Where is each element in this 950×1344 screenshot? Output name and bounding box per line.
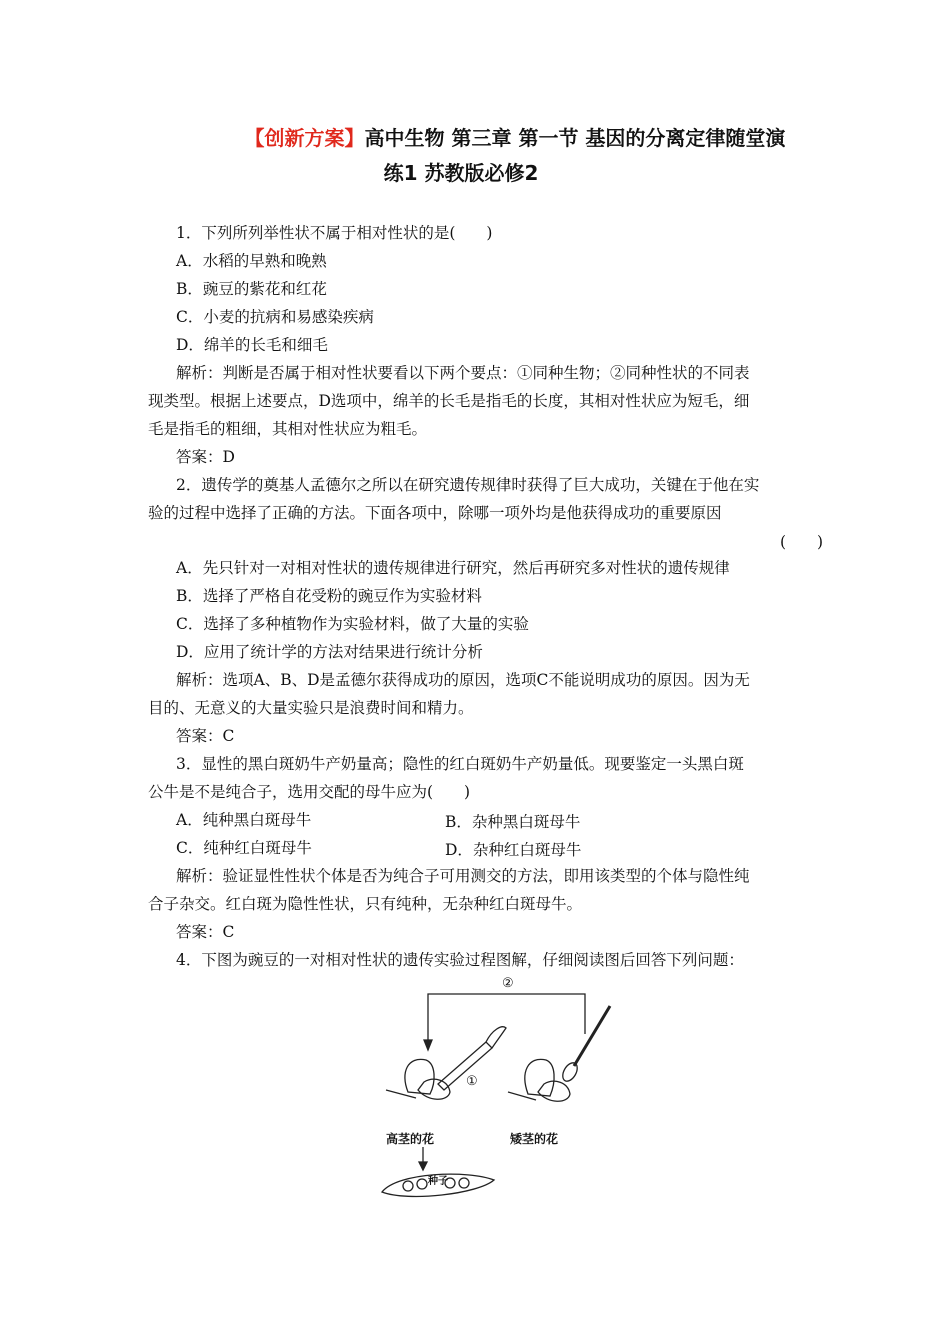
arrow-down-icon: [424, 1040, 432, 1050]
q3-option-a: A．纯种黑白斑母牛: [176, 811, 312, 829]
q1-option-b: B．豌豆的紫花和红花: [176, 280, 327, 298]
q3-answer: 答案：C: [176, 923, 235, 941]
short-flower-label: 矮茎的花: [510, 1132, 559, 1146]
q3-option-b: B．杂种黑白斑母牛: [445, 813, 581, 831]
seed-2: [417, 1179, 427, 1189]
q1-analysis-line2: 现类型。根据上述要点，D选项中，绵羊的长毛是指毛的长度，其相对性状应为短毛，细: [148, 392, 750, 410]
q3-analysis-line2: 合子杂交。红白斑为隐性性状，只有纯种，无杂种红白斑母牛。: [148, 895, 583, 913]
title-brand: 【创新方案】: [244, 126, 365, 150]
diagram-drawing: [378, 972, 618, 1202]
forceps-blade: [438, 1042, 492, 1090]
q1-stem: 1．下列所列举性状不属于相对性状的是( ): [176, 224, 493, 242]
step-1-marker: ①: [466, 1074, 478, 1089]
title-rest: 高中生物 第三章 第一节 基因的分离定律随堂演: [364, 126, 786, 150]
q3-stem-line2: 公牛是不是纯合子，选用交配的母牛应为( ): [148, 783, 471, 801]
tall-flower-stem: [386, 1090, 416, 1098]
q2-answer-paren: ( ): [780, 533, 824, 551]
seed-label: 种子: [428, 1176, 448, 1187]
q2-answer: 答案：C: [176, 727, 235, 745]
q3-analysis-line1: 解析：验证显性性状个体是否为纯合子可用测交的方法，即用该类型的个体与隐性纯: [176, 867, 750, 885]
document-title-line1: [40, 122, 950, 151]
step-2-marker: ②: [502, 976, 514, 991]
q2-option-a: A．先只针对一对相对性状的遗传规律进行研究，然后再研究多对性状的遗传规律: [176, 559, 730, 577]
q2-analysis-line2: 目的、无意义的大量实验只是浪费时间和精力。: [148, 699, 474, 717]
q2-option-d: D．应用了统计学的方法对结果进行统计分析: [176, 643, 483, 661]
seed-1: [403, 1181, 413, 1191]
document-title-line2: 练1 苏教版必修2: [383, 161, 539, 185]
q2-option-b: B．选择了严格自花受粉的豌豆作为实验材料: [176, 587, 482, 605]
seed-4: [459, 1178, 469, 1188]
q2-analysis-line1: 解析：选项A、B、D是孟德尔获得成功的原因，选项C不能说明成功的原因。因为无: [176, 671, 750, 689]
short-flower-stem: [508, 1092, 536, 1100]
q3-option-c: C．纯种红白斑母牛: [176, 839, 312, 857]
q3-option-d: D．杂种红白斑母牛: [445, 841, 582, 859]
q4-stem: 4．下图为豌豆的一对相对性状的遗传实验过程图解，仔细阅读图后回答下列问题：: [176, 951, 744, 969]
q1-analysis-line1: 解析：判断是否属于相对性状要看以下两个要点：①同种生物；②同种性状的不同表: [176, 364, 750, 382]
pollen-transfer-line: [428, 994, 585, 1047]
arrow-down-icon-2: [419, 1162, 427, 1170]
q2-stem-line1: 2．遗传学的奠基人孟德尔之所以在研究遗传规律时获得了巨大成功，关键在于他在实: [176, 476, 760, 494]
tall-flower-label: 高茎的花: [386, 1132, 435, 1146]
brush-handle: [574, 1006, 610, 1066]
brush-tip: [560, 1060, 580, 1083]
q3-stem-line1: 3．显性的黑白斑奶牛产奶量高；隐性的红白斑奶牛产奶量低。现要鉴定一头黑白斑: [176, 755, 744, 773]
q1-answer: 答案：D: [176, 448, 235, 466]
q1-option-c: C．小麦的抗病和易感染疾病: [176, 308, 374, 326]
q2-option-c: C．选择了多种植物作为实验材料，做了大量的实验: [176, 615, 529, 633]
q1-option-a: A．水稻的早熟和晚熟: [176, 252, 327, 270]
q1-analysis-line3: 毛是指毛的粗细，其相对性状应为粗毛。: [148, 420, 428, 438]
q2-stem-line2: 验的过程中选择了正确的方法。下面各项中，除哪一项外均是他获得成功的重要原因: [148, 504, 722, 522]
pea-cross-diagram: [378, 972, 618, 1202]
q1-option-d: D．绵羊的长毛和细毛: [176, 336, 328, 354]
